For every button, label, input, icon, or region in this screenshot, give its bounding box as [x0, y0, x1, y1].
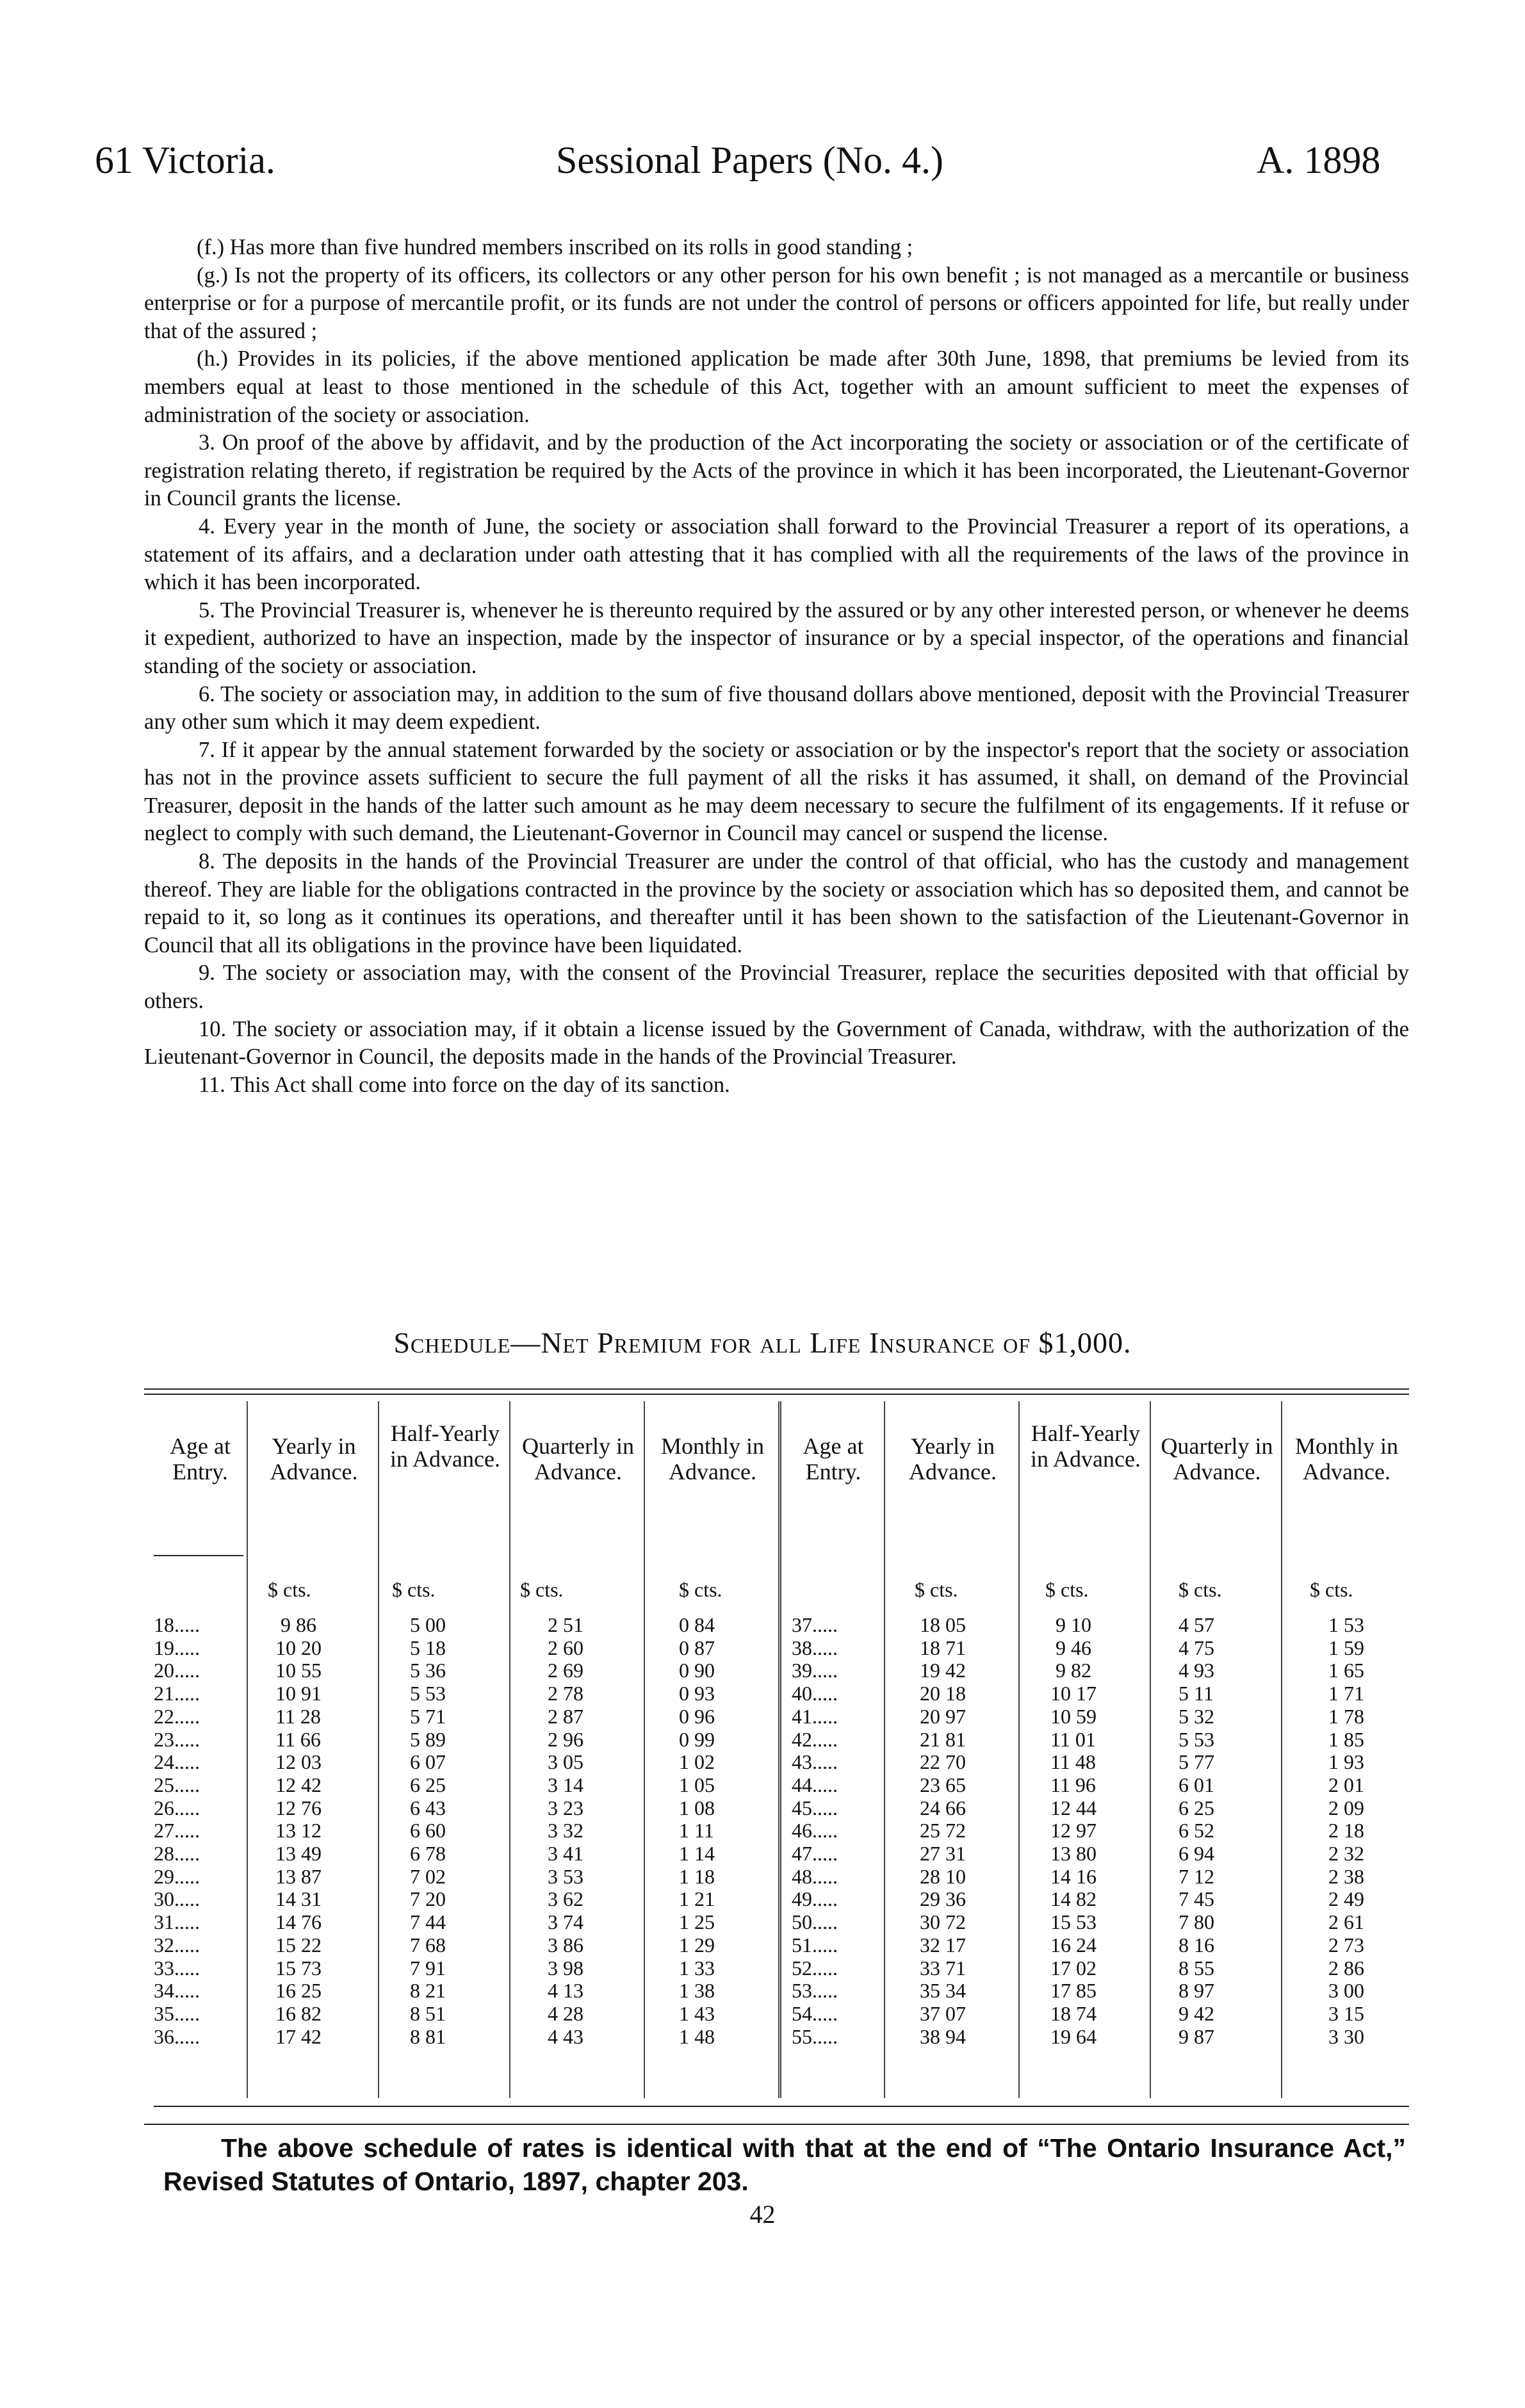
yearly-cell: 18 05 [920, 1613, 966, 1636]
monthly-cell: 1 71 [1328, 1682, 1364, 1705]
half-yearly-cell: 13 80 [1050, 1842, 1097, 1866]
age-cell: 33..... [154, 1956, 200, 1980]
age-cell: 48..... [792, 1864, 838, 1888]
half-yearly-cell: 19 64 [1050, 2024, 1097, 2048]
monthly-cell: 3 00 [1328, 1979, 1364, 2003]
yearly-cell: 11 28 [275, 1704, 321, 1728]
quarterly-cell: 5 53 [1178, 1727, 1214, 1751]
quarterly-cell: 6 94 [1178, 1842, 1214, 1866]
half-yearly-cell: 5 18 [410, 1636, 446, 1659]
monthly-cell: 0 96 [679, 1704, 715, 1728]
section-11: 11. This Act shall come into force on the day of its sanction. [199, 1072, 730, 1097]
header-monthly: Monthly in Advance. [660, 1433, 764, 1485]
age-cell: 21..... [154, 1682, 200, 1705]
half-yearly-cell: 9 46 [1050, 1636, 1091, 1659]
paragraph-f: (f.) Has more than five hundred members inscribed on its rolls in good standing ; [197, 235, 913, 259]
half-yearly-cell: 9 10 [1050, 1613, 1091, 1636]
quarterly-cell: 3 86 [548, 1933, 583, 1956]
yearly-cell: 38 94 [920, 2024, 966, 2048]
age-cell: 50..... [792, 1910, 838, 1934]
age-header-rule [154, 1555, 243, 1556]
yearly-cell: 17 42 [275, 2024, 322, 2048]
age-column-left [154, 1614, 200, 2048]
header-age: Age at Entry. [170, 1433, 231, 1485]
age-cell: 41..... [792, 1704, 838, 1728]
half-yearly-cell: 6 07 [410, 1750, 446, 1774]
age-cell: 30..... [154, 1887, 200, 1911]
yearly-cell: 11 66 [275, 1727, 321, 1751]
quarterly-cell: 9 87 [1178, 2024, 1214, 2048]
quarterly-cell: 4 57 [1178, 1613, 1214, 1636]
section-4: 4. Every year in the month of June, the society or association shall forward to the Provincial Treasurer a report of its operations, a statement of its affairs, and a declaration under oath attesting that it has complied with all the requirements of the laws of the province in which it has been incorporated. [144, 514, 1409, 595]
yearly-cell: 15 73 [275, 1956, 322, 1980]
monthly-cell: 2 86 [1328, 1956, 1364, 1980]
table-bottom-rule [154, 2106, 1409, 2107]
monthly-cell: 2 61 [1328, 1910, 1364, 1934]
header-volume: 61 Victoria. [95, 139, 275, 181]
age-cell: 47..... [792, 1842, 838, 1866]
monthly-cell: 1 14 [679, 1842, 715, 1866]
quarterly-cell: 6 52 [1178, 1819, 1214, 1843]
schedule-footnote: The above schedule of rates is identical with that at the end of “The Ontario Insurance Act,” Revised Statutes of Ontario, 1897, chapter 203. [163, 2133, 1406, 2196]
half-yearly-cell: 12 44 [1050, 1796, 1097, 1819]
quarterly-cell: 8 97 [1178, 1979, 1214, 2003]
monthly-column-left [679, 1614, 715, 2048]
quarterly-cell: 3 41 [548, 1842, 583, 1866]
yearly-cell: 10 91 [275, 1682, 322, 1705]
yearly-cell: 20 97 [920, 1704, 966, 1728]
header-monthly: Monthly in Advance. [1294, 1433, 1398, 1485]
half-yearly-cell: 14 82 [1050, 1887, 1097, 1911]
col-divider [1150, 1401, 1151, 2098]
monthly-cell: 2 32 [1328, 1842, 1364, 1866]
monthly-cell: 0 87 [679, 1636, 715, 1659]
paragraph-h: (h.) Provides in its policies, if the above mentioned application be made after 30th June, 1898, that premiums be levied from its members equal at least to those mentioned in the schedule of this Act, together with an amount sufficient to meet the expenses of administration of the society or association. [144, 346, 1409, 427]
quarterly-cell: 7 45 [1178, 1887, 1214, 1911]
half-yearly-cell: 7 68 [410, 1933, 446, 1956]
quarterly-cell: 4 75 [1178, 1636, 1214, 1659]
yearly-cell: 23 65 [920, 1773, 966, 1796]
footnote-rule [144, 2124, 1409, 2125]
half-yearly-cell: 8 21 [410, 1979, 446, 2003]
age-cell: 32..... [154, 1933, 200, 1956]
paragraph-g: (g.) Is not the property of its officers, its collectors or any other person for his own benefit ; is not managed as a mercantile or business enterprise or for a purpose of mercantile profit, or its funds are not under the control of persons or officers appointed for life, but really under that of the assured ; [144, 263, 1409, 343]
monthly-cell: 1 59 [1328, 1636, 1364, 1659]
header-half-yearly: Half-Yearly in Advance. [390, 1420, 500, 1472]
half-yearly-column-right [1050, 1614, 1097, 2048]
monthly-cell: 1 43 [679, 2001, 715, 2025]
half-yearly-cell: 17 02 [1050, 1956, 1097, 1980]
monthly-cell: 2 38 [1328, 1864, 1364, 1888]
quarterly-cell: 2 60 [548, 1636, 583, 1659]
half-yearly-cell: 5 53 [410, 1682, 446, 1705]
half-yearly-cell: 8 51 [410, 2001, 446, 2025]
monthly-cell: 0 90 [679, 1659, 715, 1682]
quarterly-cell: 4 13 [548, 1979, 583, 2003]
monthly-cell: 1 21 [679, 1887, 715, 1911]
units-label: $ cts. [392, 1578, 436, 1601]
quarterly-cell: 3 62 [548, 1887, 583, 1911]
monthly-cell: 2 49 [1328, 1887, 1364, 1911]
age-cell: 20..... [154, 1659, 200, 1682]
yearly-cell: 33 71 [920, 1956, 966, 1980]
quarterly-cell: 3 23 [548, 1796, 583, 1819]
monthly-cell: 2 01 [1328, 1773, 1364, 1796]
age-cell: 38..... [792, 1636, 838, 1659]
half-yearly-cell: 14 16 [1050, 1864, 1097, 1888]
monthly-cell: 2 73 [1328, 1933, 1364, 1956]
quarterly-cell: 2 51 [548, 1613, 583, 1636]
quarterly-cell: 4 43 [548, 2024, 583, 2048]
quarterly-cell: 5 11 [1178, 1682, 1214, 1705]
age-cell: 45..... [792, 1796, 838, 1819]
col-divider [247, 1401, 248, 2098]
page-number: 42 [749, 2200, 776, 2229]
monthly-cell: 1 18 [679, 1864, 715, 1888]
monthly-cell: 0 93 [679, 1682, 715, 1705]
age-cell: 28..... [154, 1842, 200, 1866]
monthly-cell: 1 25 [679, 1910, 715, 1934]
half-yearly-cell: 6 60 [410, 1819, 446, 1843]
col-divider [1281, 1401, 1282, 2098]
quarterly-cell: 5 77 [1178, 1750, 1214, 1774]
age-cell: 31..... [154, 1910, 200, 1934]
age-cell: 19..... [154, 1636, 200, 1659]
col-divider [1018, 1401, 1020, 2098]
monthly-cell: 1 29 [679, 1933, 715, 1956]
yearly-cell: 21 81 [920, 1727, 966, 1751]
half-yearly-cell: 7 44 [410, 1910, 446, 1934]
header-half-yearly: Half-Yearly in Advance. [1031, 1420, 1141, 1472]
monthly-cell: 1 85 [1328, 1727, 1364, 1751]
quarterly-cell: 3 05 [548, 1750, 583, 1774]
monthly-cell: 1 05 [679, 1773, 715, 1796]
half-yearly-cell: 9 82 [1050, 1659, 1091, 1682]
yearly-cell: 35 34 [920, 1979, 966, 2003]
units-label: $ cts. [915, 1578, 958, 1601]
yearly-cell: 25 72 [920, 1819, 966, 1843]
quarterly-cell: 7 12 [1178, 1864, 1214, 1888]
yearly-cell: 10 55 [275, 1659, 322, 1682]
monthly-column-right [1328, 1614, 1364, 2048]
yearly-column-left [275, 1614, 322, 2048]
col-divider [644, 1401, 645, 2098]
age-cell: 36..... [154, 2024, 200, 2048]
running-header [0, 134, 1525, 186]
half-yearly-cell: 6 78 [410, 1842, 446, 1866]
act-text [144, 234, 1409, 1099]
section-7: 7. If it appear by the annual statement forwarded by the society or association or by the inspector's report that the society or association has not in the province assets sufficient to secure the full payment of all the risks it has assumed, it shall, on demand of the Provincial Treasurer, deposit in the hands of the latter such amount as he may deem necessary to secure the fulfilment of its engagements. If it refuse or neglect to comply with such demand, the Lieutenant-Governor in Council may cancel or suspend the license. [144, 737, 1409, 846]
age-cell: 24..... [154, 1750, 200, 1774]
units-label: $ cts. [1045, 1578, 1089, 1601]
section-8: 8. The deposits in the hands of the Provincial Treasurer are under the control of that official, who has the custody and management thereof. They are liable for the obligations contracted in the province by the society or association which has so deposited them, and cannot be repaid to it, so long as it continues its operations, and thereafter until it has been shown to the satisfaction of the Lieutenant-Governor in Council that all its obligations in the province have been liquidated. [144, 849, 1409, 957]
header-yearly: Yearly in Advance. [909, 1433, 997, 1485]
age-cell: 51..... [792, 1933, 838, 1956]
yearly-column-right [920, 1614, 966, 2048]
half-yearly-cell: 6 43 [410, 1796, 446, 1819]
yearly-cell: 29 36 [920, 1887, 966, 1911]
age-cell: 22..... [154, 1704, 200, 1728]
half-yearly-cell: 16 24 [1050, 1933, 1097, 1956]
yearly-cell: 12 03 [275, 1750, 322, 1774]
age-cell: 27..... [154, 1819, 200, 1843]
half-yearly-cell: 15 53 [1050, 1910, 1097, 1934]
half-yearly-cell: 7 20 [410, 1887, 446, 1911]
yearly-cell: 30 72 [920, 1910, 966, 1934]
yearly-cell: 15 22 [275, 1933, 322, 1956]
units-label: $ cts. [679, 1578, 722, 1601]
age-cell: 44..... [792, 1773, 838, 1796]
quarterly-cell: 2 69 [548, 1659, 583, 1682]
half-yearly-cell: 5 00 [410, 1613, 446, 1636]
section-10: 10. The society or association may, if it obtain a license issued by the Government of Canada, withdraw, with the authorization of the Lieutenant-Governor in Council, the deposits made in the hands of the Provincial Treasurer. [144, 1016, 1409, 1070]
age-cell: 25..... [154, 1773, 200, 1796]
yearly-cell: 13 12 [275, 1819, 322, 1843]
monthly-cell: 3 30 [1328, 2024, 1364, 2048]
units-label: $ cts. [1178, 1578, 1222, 1601]
monthly-cell: 1 53 [1328, 1613, 1364, 1636]
yearly-cell: 12 42 [275, 1773, 322, 1796]
units-label: $ cts. [268, 1578, 311, 1601]
yearly-cell: 12 76 [275, 1796, 322, 1819]
col-divider [378, 1401, 379, 2098]
half-yearly-cell: 18 74 [1050, 2001, 1097, 2025]
monthly-cell: 1 65 [1328, 1659, 1364, 1682]
monthly-cell: 0 99 [679, 1727, 715, 1751]
yearly-cell: 14 31 [275, 1887, 322, 1911]
monthly-cell: 1 93 [1328, 1750, 1364, 1774]
quarterly-cell: 5 32 [1178, 1704, 1214, 1728]
quarterly-cell: 9 42 [1178, 2001, 1214, 2025]
quarterly-cell: 6 01 [1178, 1773, 1214, 1796]
monthly-cell: 1 78 [1328, 1704, 1364, 1728]
header-title: Sessional Papers (No. 4.) [556, 139, 943, 181]
yearly-cell: 20 18 [920, 1682, 966, 1705]
yearly-cell: 13 49 [275, 1842, 322, 1866]
age-cell: 26..... [154, 1796, 200, 1819]
table-top-rule [144, 1388, 1409, 1390]
monthly-cell: 1 02 [679, 1750, 715, 1774]
age-column-right [792, 1614, 838, 2048]
monthly-cell: 0 84 [679, 1613, 715, 1636]
header-yearly: Yearly in Advance. [270, 1433, 358, 1485]
half-yearly-cell: 8 81 [410, 2024, 446, 2048]
half-yearly-cell: 11 01 [1050, 1727, 1096, 1751]
units-label: $ cts. [520, 1578, 564, 1601]
age-cell: 49..... [792, 1887, 838, 1911]
section-5: 5. The Provincial Treasurer is, whenever he is thereunto required by the assured or by any other interested person, or whenever he deems it expedient, authorized to have an inspection, made by the inspector of insurance or by a special inspector, of the operations and financial standing of the society or association. [144, 598, 1409, 678]
yearly-cell: 28 10 [920, 1864, 966, 1888]
age-cell: 52..... [792, 1956, 838, 1980]
header-quarterly: Quarterly in Advance. [522, 1433, 634, 1485]
age-cell: 55..... [792, 2024, 838, 2048]
yearly-cell: 27 31 [920, 1842, 966, 1866]
yearly-cell: 13 87 [275, 1864, 322, 1888]
yearly-cell: 14 76 [275, 1910, 322, 1934]
header-age: Age at Entry. [803, 1433, 864, 1485]
quarterly-cell: 3 74 [548, 1910, 583, 1934]
quarterly-column-left [548, 1614, 583, 2048]
quarterly-cell: 3 53 [548, 1864, 583, 1888]
quarterly-cell: 7 80 [1178, 1910, 1214, 1934]
half-yearly-cell: 6 25 [410, 1773, 446, 1796]
half-yearly-column-left [410, 1614, 446, 2048]
quarterly-cell: 8 55 [1178, 1956, 1214, 1980]
age-cell: 40..... [792, 1682, 838, 1705]
age-cell: 53..... [792, 1979, 838, 2003]
yearly-cell: 22 70 [920, 1750, 966, 1774]
monthly-cell: 2 18 [1328, 1819, 1364, 1843]
age-cell: 37..... [792, 1613, 838, 1636]
age-cell: 18..... [154, 1613, 200, 1636]
age-cell: 43..... [792, 1750, 838, 1774]
half-yearly-cell: 11 48 [1050, 1750, 1096, 1774]
yearly-cell: 37 07 [920, 2001, 966, 2025]
quarterly-cell: 2 87 [548, 1704, 583, 1728]
half-yearly-cell: 12 97 [1050, 1819, 1097, 1843]
quarterly-cell: 2 78 [548, 1682, 583, 1705]
quarterly-column-right [1178, 1614, 1214, 2048]
quarterly-cell: 3 98 [548, 1956, 583, 1980]
half-yearly-cell: 7 91 [410, 1956, 446, 1980]
quarterly-cell: 8 16 [1178, 1933, 1214, 1956]
units-label: $ cts. [1310, 1578, 1353, 1601]
yearly-cell: 18 71 [920, 1636, 966, 1659]
age-cell: 39..... [792, 1659, 838, 1682]
section-3: 3. On proof of the above by affidavit, and by the production of the Act incorporating the society or association or of the certificate of registration relating thereto, if registration be required by the Acts of the province in which it has been incorporated, the Lieutenant-Governor in Council grants the license. [144, 430, 1409, 511]
quarterly-cell: 4 28 [548, 2001, 583, 2025]
half-yearly-cell: 17 85 [1050, 1979, 1097, 2003]
monthly-cell: 3 15 [1328, 2001, 1364, 2025]
half-yearly-cell: 10 17 [1050, 1682, 1097, 1705]
col-divider [884, 1401, 885, 2098]
yearly-cell: 9 86 [275, 1613, 316, 1636]
header-quarterly: Quarterly in Advance. [1161, 1433, 1273, 1485]
half-yearly-cell: 5 36 [410, 1659, 446, 1682]
yearly-cell: 10 20 [275, 1636, 322, 1659]
age-cell: 23..... [154, 1727, 200, 1751]
half-yearly-cell: 7 02 [410, 1864, 446, 1888]
monthly-cell: 1 48 [679, 2024, 715, 2048]
yearly-cell: 19 42 [920, 1659, 966, 1682]
header-year: A. 1898 [1257, 139, 1381, 181]
age-cell: 35..... [154, 2001, 200, 2025]
half-yearly-cell: 5 71 [410, 1704, 446, 1728]
quarterly-cell: 6 25 [1178, 1796, 1214, 1819]
age-cell: 34..... [154, 1979, 200, 2003]
yearly-cell: 16 82 [275, 2001, 322, 2025]
monthly-cell: 2 09 [1328, 1796, 1364, 1819]
section-9: 9. The society or association may, with the consent of the Provincial Treasurer, replace the securities deposited with that official by others. [144, 961, 1409, 1014]
yearly-cell: 32 17 [920, 1933, 966, 1956]
col-divider [509, 1401, 510, 2098]
section-6: 6. The society or association may, in addition to the sum of five thousand dollars above mentioned, deposit with the Provincial Treasurer any other sum which it may deem expedient. [144, 681, 1409, 735]
monthly-cell: 1 38 [679, 1979, 715, 2003]
schedule-title: Schedule—Net Premium for all Life Insurance of $1,000. [393, 1326, 1132, 1359]
age-cell: 46..... [792, 1819, 838, 1843]
half-yearly-cell: 11 96 [1050, 1773, 1096, 1796]
half-yearly-cell: 5 89 [410, 1727, 446, 1751]
quarterly-cell: 3 14 [548, 1773, 583, 1796]
age-cell: 29..... [154, 1864, 200, 1888]
quarterly-cell: 3 32 [548, 1819, 583, 1843]
col-divider-double [778, 1401, 781, 2098]
monthly-cell: 1 33 [679, 1956, 715, 1980]
age-cell: 42..... [792, 1727, 838, 1751]
monthly-cell: 1 11 [679, 1819, 714, 1843]
half-yearly-cell: 10 59 [1050, 1704, 1097, 1728]
yearly-cell: 24 66 [920, 1796, 966, 1819]
monthly-cell: 1 08 [679, 1796, 715, 1819]
yearly-cell: 16 25 [275, 1979, 322, 2003]
quarterly-cell: 2 96 [548, 1727, 583, 1751]
age-cell: 54..... [792, 2001, 838, 2025]
table-top-rule-2 [144, 1394, 1409, 1395]
quarterly-cell: 4 93 [1178, 1659, 1214, 1682]
